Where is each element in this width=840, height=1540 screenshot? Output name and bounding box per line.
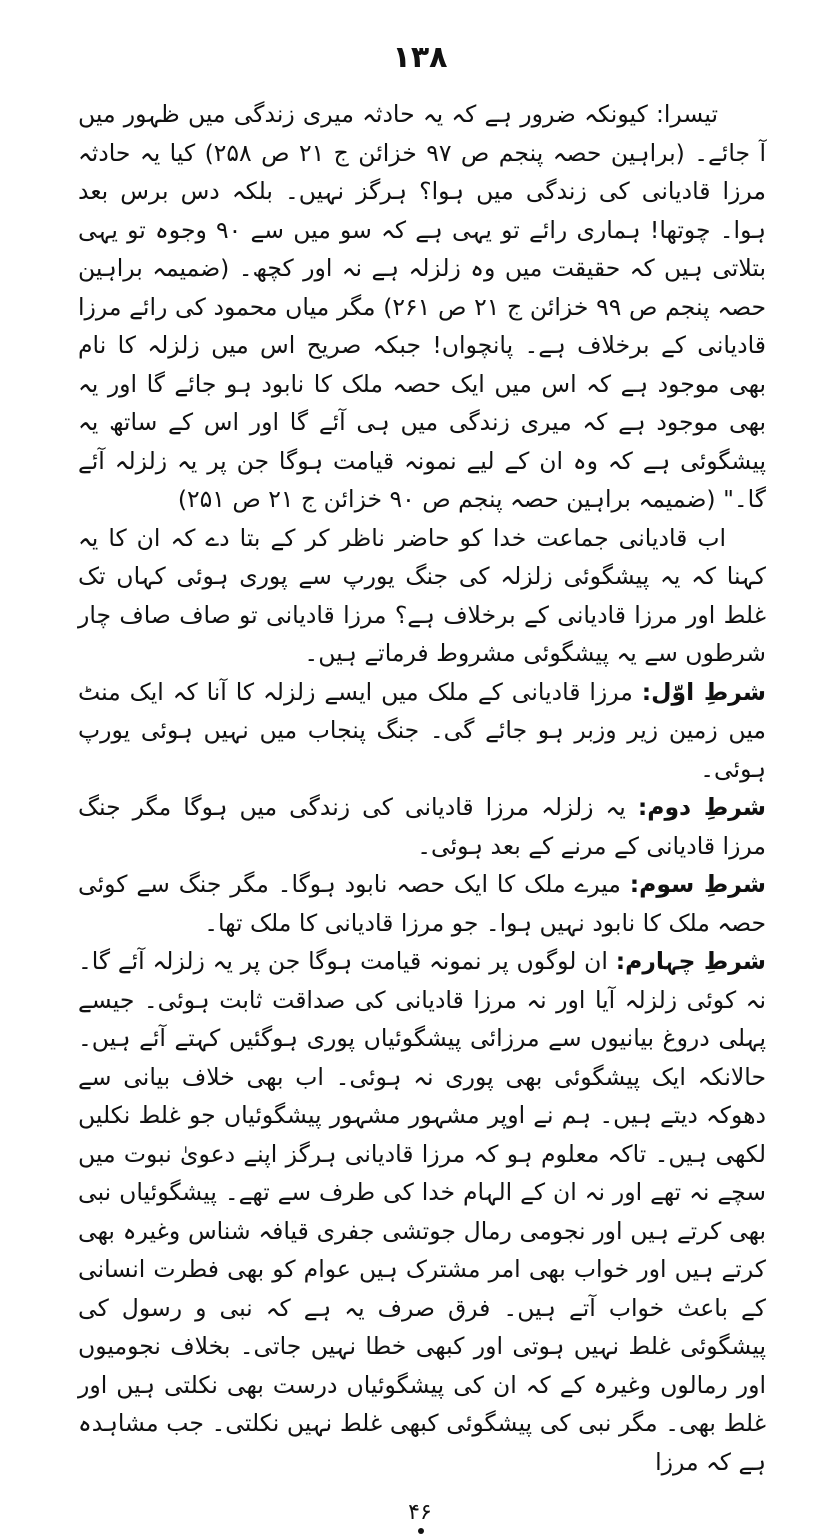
condition-fourth-heading: شرطِ چہارم: xyxy=(615,947,766,975)
page-number: ۱۳۸ xyxy=(392,40,448,75)
condition-second-text: یہ زلزلہ مرزا قادیانی کی زندگی میں ہوگا مگر جنگ مرزا قادیانی کے مرنے کے بعد ہوئی۔ xyxy=(78,793,766,860)
body-text xyxy=(78,95,766,1481)
paragraph-claim: اب قادیانی جماعت خدا کو حاضر ناظر کر کے بتا دے کہ ان کا یہ کہنا کہ یہ پیشگوئی زلزلہ کی جنگ یورپ سے پوری ہوئی کہاں تک غلط اور مرزا قادیانی کے برخلاف ہے؟ مرزا قادیانی تو صاف صاف چار شرطوں سے یہ پیشگوئی مشروط فرماتے ہیں۔ xyxy=(78,523,766,667)
paragraph-intro: تیسرا: کیونکہ ضرور ہے کہ یہ حادثہ میری زندگی میں ظہور میں آ جائے۔ (براہین حصہ پنجم ص ۹۷ خزائن ج ۲۱ ص ۲۵۸) کیا یہ حادثہ مرزا قادیانی کی زندگی میں ہوا؟ ہرگز نہیں۔ بلکہ دس برس بعد ہوا۔ چوتھا! ہماری رائے تو یہی ہے کہ سو میں سے ۹۰ وجوہ تو یہی بتلاتی ہیں کہ حقیقت میں وہ زلزلہ ہے نہ اور کچھ۔ (ضمیمہ براہین حصہ پنجم ص ۹۹ خزائن ج ۲۱ ص ۲۶۱) مگر میاں محمود کی رائے مرزا قادیانی کے برخلاف ہے۔ پانچواں! جبکہ صریح اس میں زلزلہ کا نام بھی موجود ہے کہ اس میں ایک حصہ ملک کا نابود ہو جائے گا اور یہ بھی موجود ہے کہ میری زندگی میں ہی آئے گا اور اس کے ساتھ یہ پیشگوئی ہے کہ وہ ان کے لیے نمونہ قیامت ہوگا جن پر یہ زلزلہ آئے گا۔" (ضمیمہ براہین حصہ پنجم ص ۹۰ خزائن ج ۲۱ ص ۲۵۱) xyxy=(78,100,766,513)
condition-third-heading: شرطِ سوم: xyxy=(629,870,766,898)
scan-dot-mark xyxy=(418,1528,424,1534)
condition-third-text: میرے ملک کا ایک حصہ نابود ہوگا۔ مگر جنگ سے کوئی حصہ ملک کا نابود نہیں ہوا۔ جو مرزا قادیانی کا ملک تھا۔ xyxy=(78,870,766,937)
condition-second xyxy=(78,788,766,865)
condition-first-heading: شرطِ اوّل: xyxy=(641,677,766,706)
condition-first-text: مرزا قادیانی کے ملک میں ایسے زلزلہ کا آنا کہ ایک منٹ میں زمین زیر وزبر ہو جائے گی۔ جنگ پنجاب میں نہیں ہوئی یورپ ہوئی۔ xyxy=(78,677,766,783)
condition-fourth-text: ان لوگوں پر نمونہ قیامت ہوگا جن پر یہ زلزلہ آئے گا۔ نہ کوئی زلزلہ آیا اور نہ مرزا قادیانی کی صداقت ثابت ہوئی۔ جیسے پہلی دروغ بیانیوں سے مرزائی پیشگوئیاں پوری ہوگئیں کہتے آئے ہیں۔ حالانکہ ایک پیشگوئی بھی پوری نہ ہوئی۔ اب بھی خلاف بیانی سے دھوکہ دیتے ہیں۔ ہم نے اوپر مشہور مشہور پیشگوئیاں جو غلط نکلیں لکھی ہیں۔ تاکہ معلوم ہو کہ مرزا قادیانی ہرگز اپنے دعویٰ نبوت میں سچے نہ تھے اور نہ ان کے الہام خدا کی طرف سے تھے۔ پیشگوئیاں نبی بھی کرتے ہیں اور نجومی رمال جوتشی جفری قیافہ شناس وغیرہ بھی کرتے ہیں اور خواب بھی امر مشترک ہیں عوام کو بھی فطرت انسانی کے باعث خواب آتے ہیں۔ فرق صرف یہ ہے کہ نبی و رسول کی پیشگوئی غلط نہیں ہوتی اور کبھی خطا نہیں جاتی۔ بخلاف نجومیوں اور رمالوں وغیرہ کے کہ ان کی پیشگوئیاں درست بھی نکلتی ہیں اور غلط بھی۔ مگر نبی کی پیشگوئی کبھی غلط نہیں نکلتی۔ جب مشاہدہ ہے کہ مرزا xyxy=(78,947,766,1476)
condition-third xyxy=(78,865,766,942)
footer-number: ۴۶ xyxy=(408,1500,432,1525)
condition-second-heading: شرطِ دوم: xyxy=(637,793,766,821)
condition-fourth xyxy=(78,942,766,1481)
condition-first xyxy=(78,673,766,789)
